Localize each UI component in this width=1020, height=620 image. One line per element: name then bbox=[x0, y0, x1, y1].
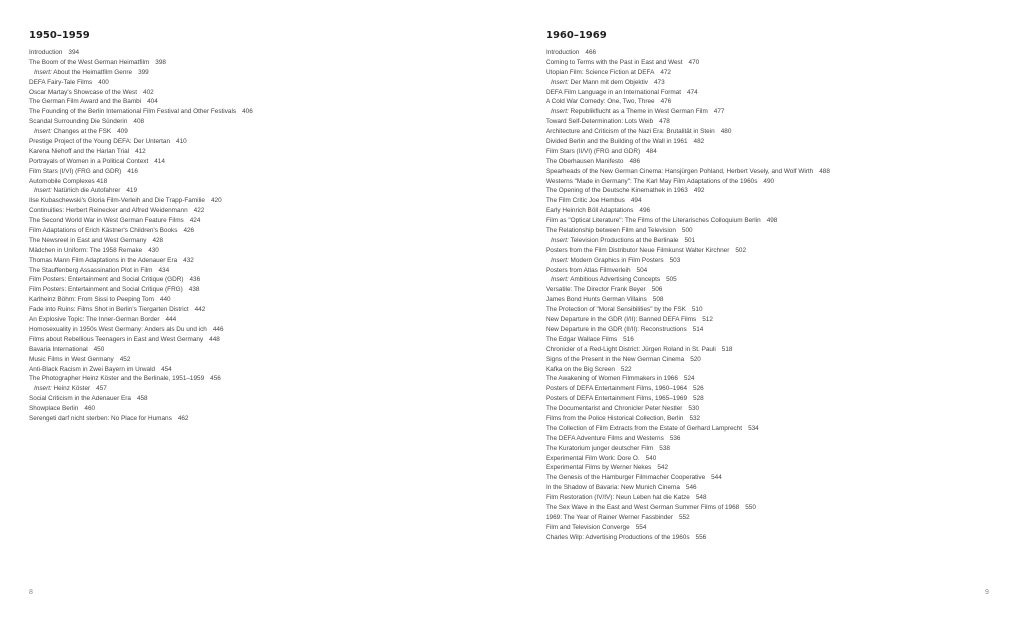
entry-title: Film Posters: Entertainment and Social Critique (FRG) bbox=[29, 286, 183, 294]
toc-entry bbox=[29, 295, 499, 305]
entry-title: Divided Berlin and the Building of the Wall in 1961 bbox=[546, 138, 688, 146]
entry-page-number: 508 bbox=[652, 296, 664, 304]
entry-title: Films from the Police Historical Collection, Berlin bbox=[546, 414, 684, 422]
entry-title: The DEFA Adventure Films and Westerns bbox=[546, 434, 664, 442]
entry-page-number: 520 bbox=[690, 355, 701, 363]
entry-title: The Kuratorium junger deutscher Film bbox=[546, 444, 654, 452]
entry-page-number: 510 bbox=[691, 306, 703, 314]
entry-page-number: 406 bbox=[242, 108, 253, 116]
toc-entry bbox=[546, 463, 1006, 473]
toc-entry bbox=[29, 236, 499, 246]
entry-page-number: 522 bbox=[620, 365, 632, 373]
entry-title: Der Mann mit dem Objektiv bbox=[570, 78, 648, 86]
left-column bbox=[29, 30, 499, 424]
entry-title: Film and Television Converge bbox=[546, 523, 630, 531]
entry-page-number: 398 bbox=[155, 58, 166, 66]
entry-title: The Edgar Wallace Films bbox=[546, 335, 618, 343]
toc-insert-entry bbox=[29, 384, 499, 394]
entry-title: The Genesis of the Hamburger Filmmacher Cooperative bbox=[546, 474, 706, 482]
toc-entry bbox=[546, 384, 1006, 394]
entry-page-number: 408 bbox=[133, 118, 145, 126]
entry-page-number: 412 bbox=[135, 147, 146, 155]
entry-title: The Newsreel in East and West Germany bbox=[29, 236, 147, 244]
toc-entry bbox=[29, 325, 499, 335]
entry-title: Film Posters: Entertainment and Social Critique (GDR) bbox=[29, 276, 184, 284]
entry-page-number: 399 bbox=[138, 68, 149, 76]
entry-page-number: 428 bbox=[152, 236, 164, 244]
entry-title: The Sex Wave in the East and West German Summer Films of 1968 bbox=[546, 503, 740, 511]
insert-label: Insert: bbox=[34, 385, 52, 393]
entry-title: Television Productions at the Berlinale bbox=[570, 236, 679, 244]
entry-page-number: 514 bbox=[692, 325, 704, 333]
entry-page-number: 505 bbox=[666, 276, 677, 284]
toc-entry bbox=[29, 117, 499, 127]
toc-entry bbox=[546, 454, 1006, 464]
entry-title: Automobile Complexes 418 bbox=[29, 177, 108, 185]
entry-title: Serengeti darf nicht sterben: No Place for Humans bbox=[29, 414, 172, 422]
entry-title: The Oberhausen Manifesto bbox=[546, 157, 624, 165]
entry-title: Oscar Martay's Showcase of the West bbox=[29, 88, 138, 96]
entry-page-number: 420 bbox=[210, 197, 222, 205]
entry-page-number: 516 bbox=[623, 335, 634, 343]
toc-entry bbox=[546, 266, 1006, 276]
section-heading: 1950–1959 bbox=[29, 30, 90, 41]
toc-entry bbox=[546, 137, 1006, 147]
entry-title: Spearheads of the New German Cinema: Hansjürgen Pohland, Herbert Vesely, and Wolf Wirth bbox=[546, 167, 814, 175]
toc-entry bbox=[29, 177, 499, 187]
entry-title: Posters of DEFA Entertainment Films, 1960–1964 bbox=[546, 385, 688, 393]
insert-label: Insert: bbox=[551, 236, 569, 244]
entry-title: James Bond Hunts German Villains bbox=[546, 296, 647, 304]
entry-page-number: 524 bbox=[683, 375, 695, 383]
toc-entry bbox=[546, 177, 1006, 187]
toc-entry bbox=[29, 305, 499, 315]
entry-title: New Departure in the GDR (I/II): Banned DEFA Films bbox=[546, 316, 697, 324]
entry-title: Music Films in West Germany bbox=[29, 355, 114, 363]
toc-entry bbox=[546, 226, 1006, 236]
toc-entry bbox=[546, 246, 1006, 256]
entry-page-number: 548 bbox=[695, 494, 707, 502]
toc-entry bbox=[29, 88, 499, 98]
toc-entry bbox=[29, 107, 499, 117]
entry-title: Posters from the Film Distributor Neue Filmkunst Walter Kirchner bbox=[546, 246, 730, 254]
entry-title: Coming to Terms with the Past in East and West bbox=[546, 58, 683, 66]
entry-title: Bavaria International bbox=[29, 345, 88, 353]
insert-label: Insert: bbox=[551, 276, 569, 284]
entry-page-number: 440 bbox=[159, 296, 171, 304]
entry-page-number: 530 bbox=[688, 405, 700, 413]
toc-entry bbox=[546, 58, 1006, 68]
entry-title: Film Stars (II/VI) (FRG and GDR) bbox=[546, 147, 641, 155]
entry-page-number: 538 bbox=[659, 444, 670, 452]
entry-title: Portrayals of Women in a Political Context bbox=[29, 157, 149, 165]
entry-title: Republikflucht as a Theme in West German Film bbox=[570, 108, 708, 116]
entry-page-number: 400 bbox=[98, 78, 109, 86]
toc-entry bbox=[546, 503, 1006, 513]
toc-insert-entry bbox=[546, 275, 1006, 285]
toc-entry bbox=[546, 68, 1006, 78]
entry-title: Kafka on the Big Screen bbox=[546, 365, 615, 373]
entry-page-number: 496 bbox=[639, 207, 651, 215]
entry-page-number: 544 bbox=[711, 474, 722, 482]
toc-entry bbox=[29, 167, 499, 177]
toc-entry bbox=[546, 295, 1006, 305]
entry-page-number: 409 bbox=[117, 128, 128, 136]
entry-title: Scandal Surrounding Die Sünderin bbox=[29, 118, 128, 126]
page-number-right: 9 bbox=[985, 589, 989, 596]
entry-title: In the Shadow of Bavaria: New Munich Cinema bbox=[546, 484, 680, 492]
toc-insert-entry bbox=[546, 236, 1006, 246]
entry-page-number: 552 bbox=[678, 513, 690, 521]
entry-page-number: 394 bbox=[68, 49, 80, 56]
toc-entry bbox=[29, 78, 499, 88]
entry-page-number: 532 bbox=[689, 414, 701, 422]
entry-title: Architecture and Criticism of the Nazi Era: Brutalität in Stein bbox=[546, 128, 715, 136]
entry-title: The Relationship between Film and Television bbox=[546, 227, 676, 235]
entry-title: Versatile: The Director Frank Beyer bbox=[546, 286, 646, 294]
toc-entry bbox=[29, 266, 499, 276]
entry-page-number: 506 bbox=[651, 286, 663, 294]
entry-title: The Stauffenberg Assassination Plot in Film bbox=[29, 266, 153, 274]
toc-entry bbox=[546, 206, 1006, 216]
entry-page-number: 410 bbox=[176, 138, 187, 146]
toc-insert-entry bbox=[29, 127, 499, 137]
toc-entry bbox=[546, 434, 1006, 444]
entry-title: The Documentarist and Chronicler Peter Nestler bbox=[546, 405, 683, 413]
entry-page-number: 482 bbox=[693, 138, 705, 146]
entry-title: The German Film Award and the Bambi bbox=[29, 98, 142, 106]
entry-title: Utopian Film: Science Fiction at DEFA bbox=[546, 68, 655, 76]
page-number-left: 8 bbox=[29, 589, 33, 596]
toc-entry bbox=[546, 365, 1006, 375]
toc-entry bbox=[29, 48, 499, 58]
entry-page-number: 462 bbox=[177, 414, 189, 422]
toc-entry bbox=[546, 127, 1006, 137]
toc-entry bbox=[29, 394, 499, 404]
toc-insert-entry bbox=[546, 78, 1006, 88]
entry-page-number: 454 bbox=[161, 365, 172, 373]
insert-label: Insert: bbox=[551, 108, 569, 116]
entry-title: Chronicler of a Red-Light District: Jürgen Roland in St. Pauli bbox=[546, 345, 716, 353]
entry-title: Ilse Kubaschewski's Gloria Film-Verleih and Die Trapp-Familie bbox=[29, 197, 205, 205]
toc-entry bbox=[546, 335, 1006, 345]
entry-page-number: 484 bbox=[646, 147, 657, 155]
entry-title: Early Heinrich Böll Adaptations bbox=[546, 207, 634, 215]
insert-label: Insert: bbox=[551, 78, 569, 86]
entry-title: The Boom of the West German Heimatfilm bbox=[29, 58, 150, 66]
toc-entry bbox=[546, 533, 1006, 543]
entry-title: Posters from Atlas Filmverleih bbox=[546, 266, 631, 274]
entry-title: A Cold War Comedy: One, Two, Three bbox=[546, 98, 655, 106]
toc-entry bbox=[546, 404, 1006, 414]
entry-page-number: 402 bbox=[143, 88, 154, 96]
entry-page-number: 478 bbox=[659, 118, 670, 126]
entry-page-number: 512 bbox=[702, 316, 713, 324]
entry-page-number: 492 bbox=[693, 187, 705, 195]
entry-page-number: 477 bbox=[713, 108, 725, 116]
toc-entry bbox=[29, 206, 499, 216]
insert-label: Insert: bbox=[34, 187, 52, 195]
entry-page-number: 500 bbox=[681, 227, 693, 235]
toc-entry bbox=[546, 285, 1006, 295]
entry-title: DEFA Film Language in an International Format bbox=[546, 88, 681, 96]
entry-title: Ambitious Advertising Concepts bbox=[570, 276, 661, 284]
toc-entry bbox=[29, 196, 499, 206]
toc-insert-entry bbox=[29, 68, 499, 78]
entry-page-number: 456 bbox=[210, 375, 221, 383]
entry-page-number: 480 bbox=[720, 128, 732, 136]
insert-label: Insert: bbox=[551, 256, 569, 264]
toc-entry bbox=[29, 97, 499, 107]
entry-title: Film Adaptations of Erich Kästner's Children's Books bbox=[29, 227, 178, 235]
entry-page-number: 422 bbox=[193, 207, 205, 215]
toc-entry bbox=[29, 315, 499, 325]
entry-page-number: 457 bbox=[96, 385, 107, 393]
toc-entry bbox=[546, 167, 1006, 177]
entry-page-number: 501 bbox=[684, 236, 696, 244]
entry-title: An Explosive Topic: The Inner-German Border bbox=[29, 316, 160, 324]
toc-list bbox=[546, 48, 1006, 543]
entry-title: Experimental Films by Werner Nekes bbox=[546, 464, 652, 472]
toc-entry bbox=[546, 157, 1006, 167]
entry-title: Heinz Köster bbox=[53, 385, 91, 393]
entry-page-number: 432 bbox=[183, 256, 194, 264]
toc-entry bbox=[29, 345, 499, 355]
toc-entry bbox=[546, 493, 1006, 503]
entry-page-number: 424 bbox=[189, 217, 201, 225]
entry-page-number: 546 bbox=[685, 484, 697, 492]
toc-entry bbox=[546, 394, 1006, 404]
entry-page-number: 540 bbox=[645, 454, 657, 462]
toc-insert-entry bbox=[546, 256, 1006, 266]
toc-entry bbox=[546, 48, 1006, 58]
entry-page-number: 490 bbox=[763, 177, 775, 185]
entry-page-number: 458 bbox=[136, 395, 148, 403]
toc-entry bbox=[29, 275, 499, 285]
entry-title: Karlheinz Böhm: From Sissi to Peeping Tom bbox=[29, 296, 154, 304]
toc-entry bbox=[29, 137, 499, 147]
entry-page-number: 476 bbox=[660, 98, 672, 106]
toc-entry bbox=[546, 147, 1006, 157]
entry-title: Mädchen in Uniform: The 1958 Remake bbox=[29, 246, 143, 254]
toc-insert-entry bbox=[29, 186, 499, 196]
entry-page-number: 460 bbox=[84, 405, 96, 413]
toc-entry bbox=[546, 444, 1006, 454]
entry-page-number: 554 bbox=[635, 523, 647, 531]
entry-page-number: 448 bbox=[209, 335, 220, 343]
entry-page-number: 416 bbox=[127, 167, 138, 175]
toc-entry bbox=[546, 345, 1006, 355]
entry-title: Posters of DEFA Entertainment Films, 1965–1969 bbox=[546, 395, 688, 403]
toc-entry bbox=[546, 315, 1006, 325]
toc-entry bbox=[546, 414, 1006, 424]
insert-label: Insert: bbox=[34, 68, 52, 76]
entry-page-number: 502 bbox=[735, 246, 747, 254]
entry-title: Introduction bbox=[546, 49, 580, 56]
entry-page-number: 426 bbox=[183, 227, 195, 235]
entry-page-number: 444 bbox=[165, 316, 177, 324]
toc-entry bbox=[546, 513, 1006, 523]
entry-title: The Awakening of Women Filmmakers in 1966 bbox=[546, 375, 678, 383]
entry-title: Fade into Ruins: Films Shot in Berlin's Tiergarten District bbox=[29, 306, 189, 314]
entry-title: Modern Graphics in Film Posters bbox=[570, 256, 664, 264]
entry-page-number: 438 bbox=[188, 286, 200, 294]
entry-page-number: 419 bbox=[126, 187, 138, 195]
toc-entry bbox=[546, 305, 1006, 315]
entry-page-number: 488 bbox=[819, 167, 830, 175]
entry-title: Continuities: Herbert Reinecker and Alfred Weidenmann bbox=[29, 207, 188, 215]
entry-title: Westerns "Made in Germany": The Karl May Film Adaptations of the 1960s bbox=[546, 177, 758, 185]
toc-entry bbox=[29, 365, 499, 375]
entry-title: Showplace Berlin bbox=[29, 405, 79, 413]
toc-entry bbox=[546, 483, 1006, 493]
entry-title: Homosexuality in 1950s West Germany: Anders als Du und ich bbox=[29, 325, 207, 333]
toc-insert-entry bbox=[546, 107, 1006, 117]
toc-entry bbox=[29, 216, 499, 226]
entry-page-number: 542 bbox=[657, 464, 669, 472]
toc-entry bbox=[546, 97, 1006, 107]
entry-page-number: 404 bbox=[147, 98, 158, 106]
entry-title: The Protection of "Moral Sensibilities" by the FSK bbox=[546, 306, 686, 314]
entry-title: Charles Wilp: Advertising Productions of the 1960s bbox=[546, 533, 690, 541]
entry-page-number: 414 bbox=[154, 157, 165, 165]
entry-page-number: 498 bbox=[766, 217, 778, 225]
entry-page-number: 434 bbox=[158, 266, 170, 274]
toc-entry bbox=[29, 285, 499, 295]
section-heading: 1960–1969 bbox=[546, 30, 607, 41]
toc-entry bbox=[546, 216, 1006, 226]
toc-entry bbox=[546, 523, 1006, 533]
entry-title: The Collection of Film Extracts from the Estate of Gerhard Lamprecht bbox=[546, 424, 743, 432]
toc-entry bbox=[29, 414, 499, 424]
toc-entry bbox=[29, 157, 499, 167]
entry-title: About the Heimatfilm Genre bbox=[53, 68, 133, 76]
right-column bbox=[546, 30, 1006, 543]
toc-entry bbox=[546, 88, 1006, 98]
entry-title: The Opening of the Deutsche Kinemathek in 1963 bbox=[546, 187, 688, 195]
toc-entry bbox=[29, 147, 499, 157]
toc-entry bbox=[546, 355, 1006, 365]
toc-entry bbox=[29, 58, 499, 68]
entry-title: Anti-Black Racism in Zwei Bayern im Urwald bbox=[29, 365, 156, 373]
entry-title: The Film Critic Joe Hembus bbox=[546, 197, 625, 205]
entry-title: Thomas Mann Film Adaptations in the Adenauer Era bbox=[29, 256, 178, 264]
entry-page-number: 556 bbox=[695, 533, 707, 541]
toc-entry bbox=[546, 186, 1006, 196]
toc-entry bbox=[546, 473, 1006, 483]
toc-entry bbox=[29, 246, 499, 256]
entry-title: Natürlich die Autofahrer bbox=[53, 187, 121, 195]
entry-title: Film as "Optical Literature": The Films of the Literarisches Colloquium Berlin bbox=[546, 217, 761, 225]
entry-page-number: 528 bbox=[693, 395, 704, 403]
entry-page-number: 452 bbox=[119, 355, 131, 363]
entry-page-number: 430 bbox=[148, 246, 159, 254]
toc-entry bbox=[29, 335, 499, 345]
entry-page-number: 503 bbox=[669, 256, 681, 264]
entry-page-number: 504 bbox=[636, 266, 648, 274]
entry-title: DEFA Fairy-Tale Films bbox=[29, 78, 93, 86]
entry-page-number: 442 bbox=[194, 306, 206, 314]
entry-title: 1969: The Year of Rainer Werner Fassbinder bbox=[546, 513, 673, 521]
entry-page-number: 534 bbox=[748, 424, 759, 432]
entry-page-number: 466 bbox=[585, 49, 597, 56]
entry-title: Signs of the Present in the New German Cinema bbox=[546, 355, 685, 363]
toc-entry bbox=[546, 196, 1006, 206]
entry-page-number: 536 bbox=[669, 434, 681, 442]
entry-page-number: 450 bbox=[93, 345, 105, 353]
insert-label: Insert: bbox=[34, 128, 52, 136]
entry-page-number: 486 bbox=[629, 157, 641, 165]
entry-title: Introduction bbox=[29, 49, 63, 56]
entry-title: Toward Self-Determination: Lots Weib bbox=[546, 118, 654, 126]
entry-title: Films about Rebellious Teenagers in East and West Germany bbox=[29, 335, 204, 343]
toc-entry bbox=[546, 325, 1006, 335]
toc-entry bbox=[29, 226, 499, 236]
entry-title: The Second World War in West German Feature Films bbox=[29, 217, 184, 225]
entry-page-number: 446 bbox=[212, 325, 224, 333]
entry-page-number: 526 bbox=[693, 385, 704, 393]
entry-title: The Photographer Heinz Köster and the Berlinale, 1951–1959 bbox=[29, 375, 205, 383]
toc-entry bbox=[546, 117, 1006, 127]
entry-title: Changes at the FSK bbox=[53, 128, 112, 136]
toc-entry bbox=[546, 374, 1006, 384]
entry-page-number: 470 bbox=[688, 58, 700, 66]
entry-page-number: 436 bbox=[189, 276, 201, 284]
entry-page-number: 550 bbox=[745, 503, 756, 511]
entry-title: Experimental Film Work: Dore O. bbox=[546, 454, 640, 462]
entry-title: Social Criticism in the Adenauer Era bbox=[29, 395, 131, 403]
entry-page-number: 518 bbox=[721, 345, 733, 353]
entry-title: The Founding of the Berlin International Film Festival and Other Festivals bbox=[29, 108, 237, 116]
toc-entry bbox=[546, 424, 1006, 434]
entry-page-number: 494 bbox=[630, 197, 642, 205]
toc-entry bbox=[29, 355, 499, 365]
entry-page-number: 474 bbox=[687, 88, 698, 96]
toc-entry bbox=[29, 256, 499, 266]
toc-list bbox=[29, 48, 499, 424]
toc-entry bbox=[29, 374, 499, 384]
entry-title: Film Stars (I/VI) (FRG and GDR) bbox=[29, 167, 122, 175]
entry-page-number: 473 bbox=[653, 78, 665, 86]
entry-title: Karena Niehoff and the Harlan Trial bbox=[29, 147, 130, 155]
entry-page-number: 472 bbox=[660, 68, 671, 76]
toc-entry bbox=[29, 404, 499, 414]
entry-title: Film Restoration (IV/IV): Neun Leben hat die Katze bbox=[546, 494, 690, 502]
entry-title: New Departure in the GDR (II/II): Reconstructions bbox=[546, 325, 687, 333]
entry-title: Prestige Project of the Young DEFA: Der Untertan bbox=[29, 138, 171, 146]
